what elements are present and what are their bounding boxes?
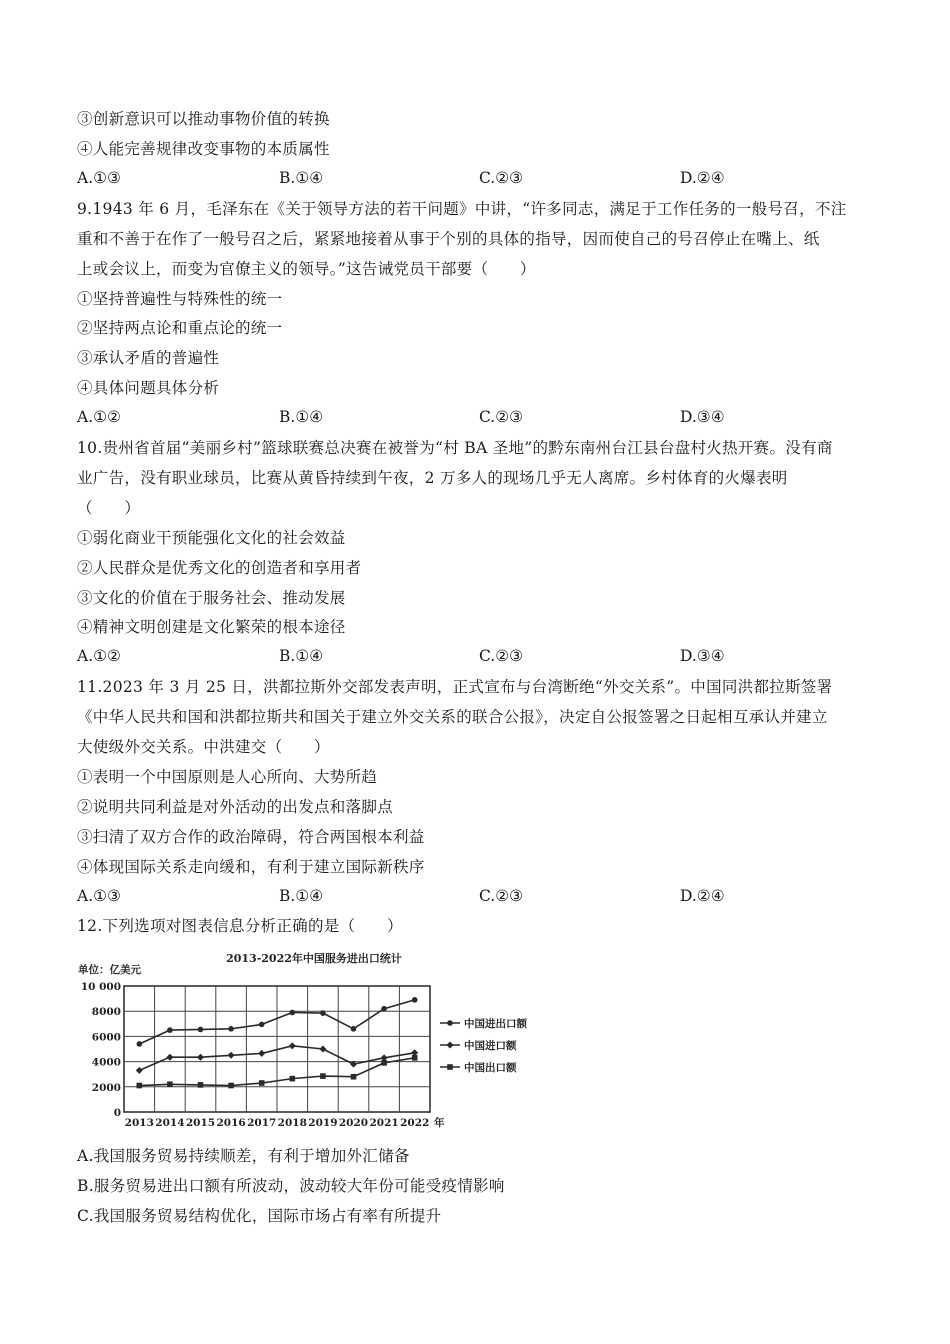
q11-options — [77, 887, 877, 907]
q9-option-c: C.②③ — [479, 408, 524, 426]
q11-stem-line-3: 大使级外交关系。中洪建交（ ） — [77, 738, 330, 756]
q10-choice-3: ③文化的价值在于服务社会、推动发展 — [77, 589, 346, 607]
data-point — [351, 1074, 357, 1080]
data-point — [412, 997, 418, 1003]
q11-choice-1: ①表明一个中国原则是人心所向、大势所趋 — [77, 768, 378, 786]
data-point — [137, 1041, 143, 1047]
x-tick-label: 2019 — [308, 1117, 338, 1129]
data-point — [320, 1073, 326, 1079]
q10-option-c: C.②③ — [479, 647, 524, 665]
legend-label: 中国进出口额 — [464, 1018, 527, 1030]
q9-stem-line-3: 上或会议上，而变为官僚主义的领导。”这告诫党员干部要（ ） — [77, 260, 536, 278]
data-point — [167, 1081, 173, 1087]
y-tick-label: 8000 — [91, 1006, 121, 1019]
q12-option-c: C.我国服务贸易结构优化，国际市场占有率有所提升 — [77, 1207, 442, 1225]
q11-choice-2: ②说明共同利益是对外活动的出发点和落脚点 — [77, 798, 394, 816]
data-point — [320, 1010, 326, 1016]
q10-option-b: B.①④ — [279, 647, 324, 665]
q9-option-d: D.③④ — [680, 408, 725, 426]
q9-options — [77, 408, 877, 428]
x-axis-unit-label: 年 — [434, 1117, 445, 1129]
x-tick-label: 2017 — [247, 1117, 277, 1129]
y-tick-label: 4000 — [91, 1056, 121, 1069]
q8-option-c: C.②③ — [479, 169, 524, 187]
chart-x-ticks — [125, 1116, 445, 1129]
q8-option-b: B.①④ — [279, 169, 324, 187]
data-point — [289, 1042, 296, 1049]
legend-label: 中国出口额 — [464, 1062, 517, 1074]
q11-choice-4: ④体现国际关系走向缓和，有利于建立国际新秩序 — [77, 858, 425, 876]
legend-marker — [447, 1064, 453, 1070]
q10-choice-1: ①弱化商业干预能强化文化的社会效益 — [77, 529, 346, 547]
q11-stem-line-1: 11.2023 年 3 月 25 日，洪都拉斯外交部发表声明，正式宣布与台湾断绝“外交关系”。中国同洪都拉斯签署 — [77, 678, 833, 696]
y-tick-label: 10 000 — [80, 981, 121, 993]
q11-option-d: D.②④ — [680, 887, 725, 905]
data-point — [412, 1055, 418, 1061]
q12-option-b: B.服务贸易进出口额有所波动，波动较大年份可能受疫情影响 — [77, 1177, 505, 1195]
q11-choice-3: ③扫清了双方合作的政治障碍，符合两国根本利益 — [77, 828, 425, 846]
q8-option-a: A.①③ — [77, 169, 121, 187]
data-point — [228, 1052, 235, 1059]
data-point — [259, 1080, 265, 1086]
q12-option-a: A.我国服务贸易持续顺差，有利于增加外汇储备 — [77, 1147, 410, 1165]
y-tick-label: 0 — [113, 1107, 121, 1119]
x-tick-label: 2013 — [124, 1117, 154, 1129]
q12-stem: 12.下列选项对图表信息分析正确的是（ ） — [77, 917, 403, 935]
service-trade-line-chart — [74, 946, 554, 1136]
data-point — [290, 1010, 296, 1016]
x-tick-label: 2020 — [338, 1117, 369, 1129]
q9-option-a: A.①② — [77, 408, 121, 426]
chart-legend — [440, 1017, 527, 1074]
data-point — [319, 1046, 326, 1053]
q9-stem-line-1: 9.1943 年 6 月，毛泽东在《关于领导方法的若干问题》中讲，“许多同志，满足于工作任务的一般号召，不注 — [77, 200, 847, 218]
q9-choice-3: ③承认矛盾的普遍性 — [77, 349, 220, 367]
chart-title: 2013-2022年中国服务进出口统计 — [226, 952, 402, 965]
data-point — [198, 1027, 204, 1033]
q9-choice-1: ①坚持普遍性与特殊性的统一 — [77, 290, 283, 308]
q11-option-c: C.②③ — [479, 887, 524, 905]
q10-stem-line-2: 业广告，没有职业球员，比赛从黄昏持续到午夜，2 万多人的现场几乎无人离席。乡村体育的火爆表明 — [77, 469, 788, 487]
x-tick-label: 2016 — [216, 1117, 246, 1129]
q10-stem-line-3: （ ） — [77, 499, 141, 517]
data-point — [197, 1054, 204, 1061]
data-point — [258, 1050, 265, 1057]
q11-option-a: A.①③ — [77, 887, 121, 905]
q10-option-a: A.①② — [77, 647, 121, 665]
data-point — [198, 1082, 204, 1088]
q11-option-b: B.①④ — [279, 887, 324, 905]
q10-choice-2: ②人民群众是优秀文化的创造者和享用者 — [77, 559, 362, 577]
data-point — [381, 1060, 387, 1066]
data-point — [351, 1026, 357, 1032]
q9-stem-line-2: 重和不善于在作了一般号召之后，紧紧地接着从事于个别的具体的指导，因而使自己的号召停止在嘴上、纸 — [77, 230, 820, 248]
q10-option-d: D.③④ — [680, 647, 725, 665]
y-tick-label: 6000 — [91, 1031, 121, 1044]
data-point — [228, 1083, 234, 1089]
chart-y-ticks — [81, 981, 121, 1119]
q11-stem-line-2: 《中华人民共和国和洪都拉斯共和国关于建立外交关系的联合公报》，决定自公报签署之日起相互承认并建立 — [77, 708, 828, 726]
data-point — [166, 1054, 173, 1061]
q8-choice-4: ④人能完善规律改变事物的本质属性 — [77, 140, 330, 158]
legend-label: 中国进口额 — [464, 1040, 517, 1052]
q10-options — [77, 647, 877, 667]
legend-marker — [447, 1042, 454, 1049]
y-tick-label: 2000 — [91, 1081, 121, 1094]
x-tick-label: 2014 — [155, 1117, 185, 1129]
data-point — [136, 1067, 143, 1074]
data-point — [381, 1006, 387, 1012]
data-point — [167, 1027, 173, 1033]
q9-choice-4: ④具体问题具体分析 — [77, 379, 220, 397]
data-point — [137, 1083, 143, 1089]
data-point — [290, 1076, 296, 1082]
q10-choice-4: ④精神文明创建是文化繁荣的根本途径 — [77, 618, 346, 636]
data-point — [259, 1022, 265, 1028]
legend-marker — [447, 1020, 453, 1026]
x-tick-label: 2021 — [369, 1117, 399, 1129]
x-tick-label: 2015 — [185, 1117, 216, 1129]
q9-option-b: B.①④ — [279, 408, 324, 426]
q8-choice-3: ③创新意识可以推动事物价值的转换 — [77, 110, 330, 128]
x-tick-label: 2022 — [400, 1117, 430, 1129]
q9-choice-2: ②坚持两点论和重点论的统一 — [77, 319, 283, 337]
x-tick-label: 2018 — [277, 1117, 307, 1129]
chart-unit-label: 单位：亿美元 — [78, 964, 141, 976]
q8-options — [77, 169, 877, 189]
q8-option-d: D.②④ — [680, 169, 725, 187]
q10-stem-line-1: 10.贵州省首届“美丽乡村”篮球联赛总决赛在被誉为“村 BA 圣地”的黔东南州台江县台盘村火热开赛。没有商 — [77, 439, 833, 457]
data-point — [228, 1026, 234, 1032]
